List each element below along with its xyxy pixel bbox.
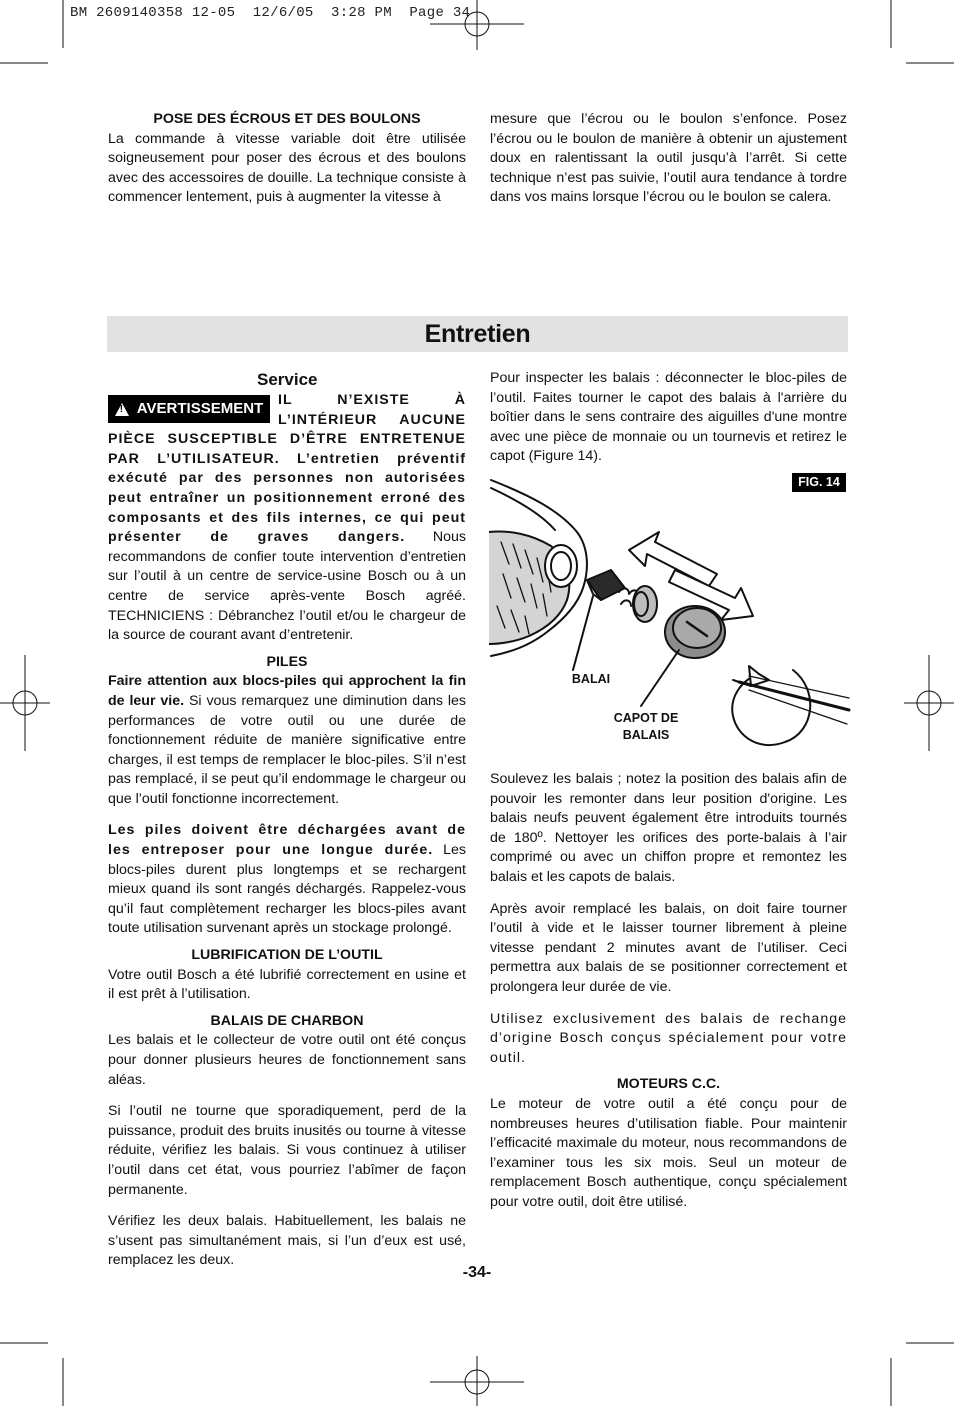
printer-slug: BM 2609140358 12-05 12/6/05 3:28 PM Page 34 — [70, 5, 471, 21]
utilisez-text: Utilisez exclusivement des balais de rechange d’origine Bosch conçus spécialement pour votre outil. — [490, 1010, 847, 1066]
ecrous-text-left: La commande à vitesse variable doit être utilisée soigneusement pour poser des écrous et des boulons avec des accessoires de douille. La technique consiste à commencer lentement, puis à augmenter la vitesse à — [108, 130, 466, 206]
callout-balai: BALAI — [571, 672, 611, 686]
piles-text: Si vous remarquez une diminution dans les performances de votre outil ou une durée de fonctionnement réduite de manière significative entre charges, il est temps de remplacer le bloc-piles. S’il n’est pas remplacé, il se peut qu’il endommage le chargeur ou que l’outil fonctionne incorrectement. — [108, 692, 466, 807]
balais-text-3: Vérifiez les deux balais. Habituellement, les balais ne s’usent pas simultanément mais, si l’un d’eux est usé, remplacez les deux. — [108, 1213, 466, 1269]
service-heading: Service — [257, 370, 318, 389]
right-intro-column — [490, 369, 847, 474]
balais-text-1: Les balais et le collecteur de votre outil ont été conçus pour donner plusieurs heures de fonctionnement sans aléas. — [108, 1032, 466, 1088]
section-band — [107, 316, 848, 352]
warning-badge — [108, 395, 270, 423]
left-main-column — [108, 369, 466, 1278]
lubrification-text: Votre outil Bosch a été lubrifié correctement en usine et il est prêt à l’utilisation. — [108, 966, 466, 1003]
callout-capot-de-balais — [606, 710, 686, 744]
inspect-text: Pour inspecter les balais : déconnecter le bloc-piles de l’outil. Faites tourner le capot des balais à l'arrière du boîtier dans le sens contraire des aiguilles d'une montre avec une pièce de monnaie ou un tournevis et retirez le capot (Figure 14). — [490, 370, 847, 465]
top-right-column — [490, 110, 847, 215]
heading-lubrification: LUBRIFICATION DE L’OUTIL — [191, 947, 383, 964]
heading-balais-charbon: BALAIS DE CHARBON — [210, 1012, 364, 1029]
heading-ecrous-boulons: POSE DES ÉCROUS ET DES BOULONS — [153, 111, 421, 127]
right-main-column — [490, 770, 847, 1219]
page-number: -34- — [462, 1264, 492, 1281]
warning-bold-text: IL N’EXISTE À L’INTÉRIEUR AUCUNE PIÈCE SUSCEPTIBLE D’ÊTRE ENTRETENUE PAR L’UTILISATEUR. L’entretien préventif exécuté par des personnes non autorisées peut entraîner un positionnement erroné des composants et des fils internes, ce qui peut présenter de graves dangers. — [108, 392, 466, 546]
warning-block — [108, 391, 466, 646]
moteurs-text: Le moteur de votre outil a été conçu pour de nombreuses heures d’utilisation fiable. Pour maintenir l’efficacité maximale du moteur, nous recommandons de l’examiner tous les six mois. Seul un moteur de remplacement Bosch authentique, conçu spécialement pour votre outil, doit être utilisé. — [490, 1095, 847, 1210]
warning-triangle-icon — [115, 403, 129, 416]
soulevez-text: Soulevez les balais ; notez la position des balais afin de pouvoir les remonter dans leur position d'origine. Les balais neufs peuvent également être introduits tournés de 180º. Nettoyer les orifices des porte-balais à l’air comprimé ou avec un chiffon propre et remontez les balais et les capots de balais. — [490, 771, 847, 885]
callout-capot-line2: BALAIS — [622, 728, 670, 742]
top-left-column — [108, 110, 466, 215]
warning-badge-label: AVERTISSEMENT — [136, 400, 264, 417]
balais-text-2: Si l’outil ne tourne que sporadiquement, perd de la puissance, produit des bruits inusités ou tourne à vitesse réduite, vérifiez les balais. Si vous continuez à utiliser l’outil dans cet état, vous pourriez l’abîmer de façon permanente. — [108, 1103, 466, 1198]
piles-bold-text: Faire attention aux blocs-piles qui approchent la fin de leur vie. — [108, 673, 466, 709]
ecrous-text-right: mesure que l’écrou ou le boulon s’enfonce. Posez l’écrou ou le boulon de manière à obtenir un ajustement doux en ralentissant la outil jusqu’à l’arrêt. Si cette technique n’est pas suivie, l’outil aura tendance à tordre dans vos mains lorsque l’écrou ou le boulon se calera. — [490, 111, 847, 206]
piles2-text: Les blocs-piles durent plus longtemps et se rechargent mieux quand ils sont rangés déchargés. Rappelez-vous qu’il faut complètement recharger les blocs-piles avant toute utilisation survenant après un stockage prolongé. — [108, 842, 466, 937]
section-title: Entretien — [424, 320, 531, 348]
callout-capot-line1: CAPOT DE — [613, 711, 679, 725]
heading-piles: PILES — [266, 653, 308, 670]
heading-moteurs: MOTEURS C.C. — [616, 1076, 721, 1093]
fig-14-label: FIG. 14 — [792, 473, 846, 492]
apres-text: Après avoir remplacé les balais, on doit faire tourner l’outil à vide et le laisser tourner librement à pleine vitesse pendant 2 minutes avant de l’utiliser. Ceci permettra aux balais de se positionner correctement et prolongera leur durée de vie. — [490, 900, 847, 995]
piles2-bold-text: Les piles doivent être déchargées avant de les entreposer pour une longue durée. — [108, 822, 466, 859]
warning-text: Nous recommandons de confier toute intervention d’entretien sur l’outil à un centre de service-usine Bosch ou à un centre de service après-vente Bosch agréé. TECHNICIENS : Débranchez l’outil et/ou le chargeur de la source de courant avant d’entretenir. — [108, 529, 466, 644]
